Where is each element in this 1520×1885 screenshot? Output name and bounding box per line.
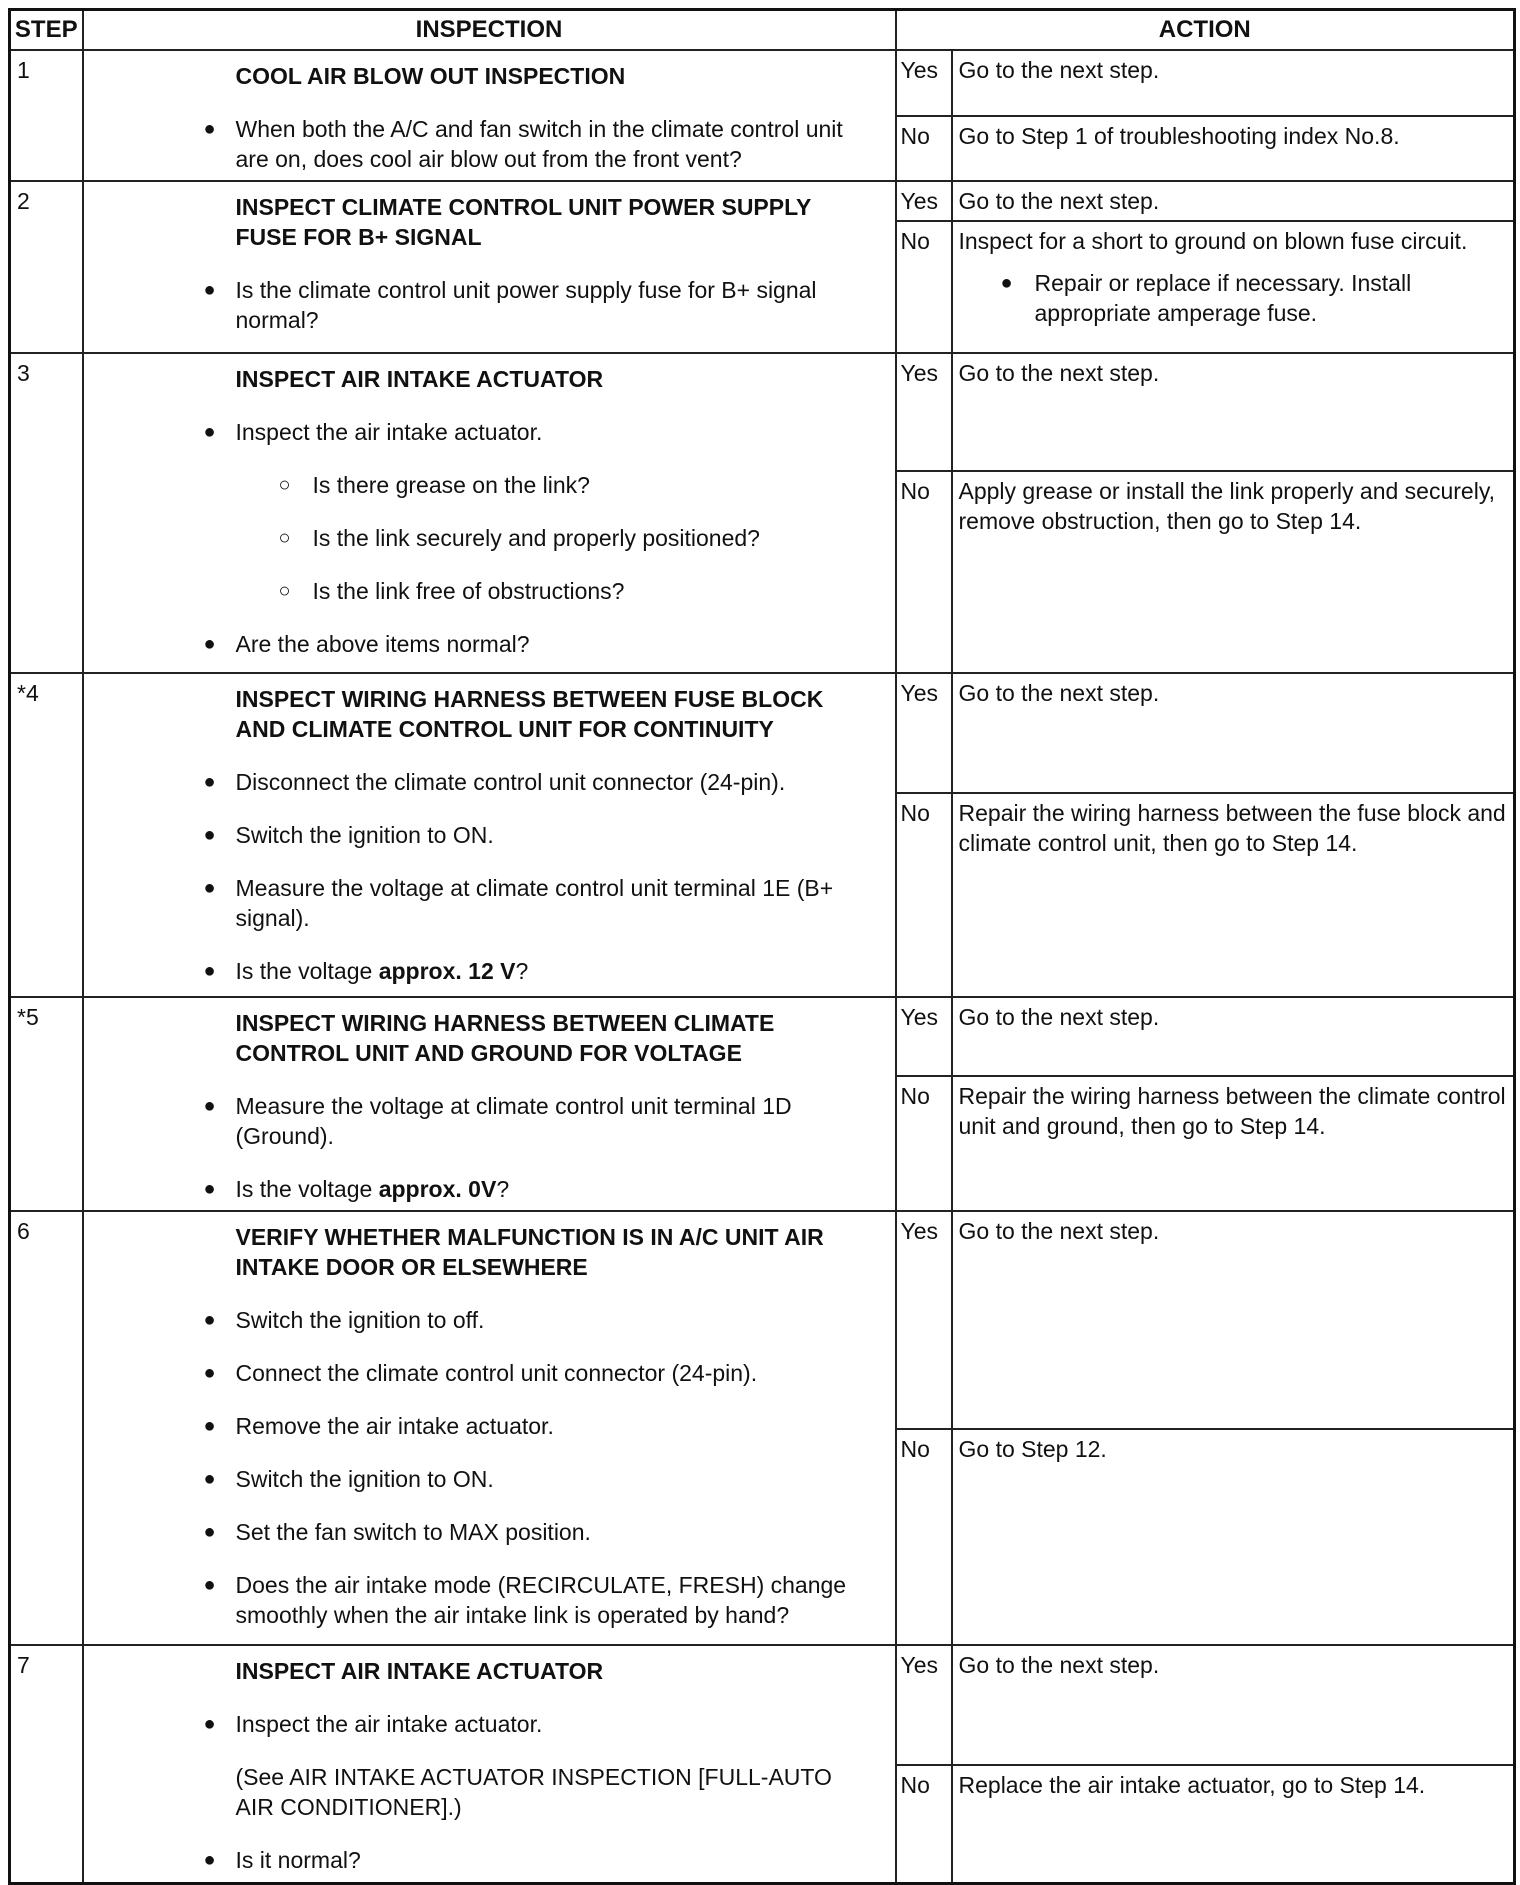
bullet-item: ● Disconnect the climate control unit connector (24-pin). [84,767,855,797]
step-title: INSPECT AIR INTAKE ACTUATOR [235,366,604,392]
no-action: Repair the wiring harness between the fuse block and climate control unit, then go to Step 14. [952,793,1515,997]
inspection-cell [83,1211,896,1645]
yes-label: Yes [896,50,952,116]
step-number: *4 [10,673,83,997]
no-label: No [896,116,952,182]
table-row [10,181,1515,221]
table-row [10,353,1515,471]
no-action: Repair the wiring harness between the climate control unit and ground, then go to Step 14. [952,1076,1515,1211]
inspection-cell [83,353,896,673]
troubleshooting-document [8,8,1513,1873]
spec-value: approx. 0V [378,1176,497,1202]
inspection-cell [83,50,896,181]
step-title: COOL AIR BLOW OUT INSPECTION [235,63,626,89]
troubleshooting-table [8,8,1516,1885]
bullet-item: ● Switch the ignition to off. [84,1305,855,1335]
step-number: 6 [10,1211,83,1645]
table-row [10,673,1515,793]
step-number: 2 [10,181,83,353]
step-title: VERIFY WHETHER MALFUNCTION IS IN A/C UNIT AIR INTAKE DOOR OR ELSEWHERE [235,1224,824,1280]
inspection-cell [83,1645,896,1883]
step-title: INSPECT WIRING HARNESS BETWEEN CLIMATE CONTROL UNIT AND GROUND FOR VOLTAGE [235,1010,775,1066]
reference-note: (See AIR INTAKE ACTUATOR INSPECTION [FULL-AUTO AIR CONDITIONER].) [235,1764,832,1820]
step-title: INSPECT CLIMATE CONTROL UNIT POWER SUPPLY FUSE FOR B+ SIGNAL [235,194,811,250]
yes-label: Yes [896,1645,952,1765]
yes-action: Go to the next step. [952,673,1515,793]
bullet-item: ● Is the climate control unit power supply fuse for B+ signal normal? [84,275,855,335]
header-step: STEP [10,10,83,51]
bullet-item: ● Switch the ignition to ON. [84,820,855,850]
bullet-item [84,956,855,986]
bullet-item: ● Switch the ignition to ON. [84,1464,855,1494]
bullet-item: ● Is it normal? [84,1845,855,1875]
step-number: 7 [10,1645,83,1883]
yes-label: Yes [896,673,952,793]
no-label: No [896,471,952,673]
step-number: 3 [10,353,83,673]
step-number: 1 [10,50,83,181]
bullet-item: ● Are the above items normal? [84,629,855,659]
no-label: No [896,1076,952,1211]
sub-bullet-item: ○ Is there grease on the link? [84,470,855,500]
header-inspection: INSPECTION [83,10,896,51]
bullet-item: ● Does the air intake mode (RECIRCULATE, FRESH) change smoothly when the air intake link is operated by hand? [84,1570,855,1630]
spec-value: approx. 12 V [378,958,516,984]
yes-label: Yes [896,997,952,1076]
table-row [10,50,1515,116]
action-bullet: ● Repair or replace if necessary. Install appropriate amperage fuse. [959,268,1508,328]
no-action: Replace the air intake actuator, go to Step 14. [952,1765,1515,1883]
bullet-item: ● Remove the air intake actuator. [84,1411,855,1441]
table-row [10,1645,1515,1765]
yes-action: Go to the next step. [952,997,1515,1076]
sub-bullet-item: ○ Is the link securely and properly positioned? [84,523,855,553]
yes-action: Go to the next step. [952,1645,1515,1765]
bullet-item: ● Measure the voltage at climate control unit terminal 1D (Ground). [84,1091,855,1151]
no-label: No [896,221,952,353]
step-number: *5 [10,997,83,1211]
yes-action: Go to the next step. [952,1211,1515,1429]
yes-action: Go to the next step. [952,353,1515,471]
step-title: INSPECT WIRING HARNESS BETWEEN FUSE BLOCK AND CLIMATE CONTROL UNIT FOR CONTINUITY [235,686,824,742]
no-label: No [896,1429,952,1645]
yes-action: Go to the next step. [952,50,1515,116]
header-action: ACTION [896,10,1515,51]
bullet-suffix: ? [496,1176,510,1202]
no-action: Apply grease or install the link properly and securely, remove obstruction, then go to Step 14. [952,471,1515,673]
table-row [10,1211,1515,1429]
inspection-cell [83,181,896,353]
step-title: INSPECT AIR INTAKE ACTUATOR [235,1658,604,1684]
inspection-cell [83,673,896,997]
no-label: No [896,1765,952,1883]
sub-bullet-item: ○ Is the link free of obstructions? [84,576,855,606]
bullet-item: ● Connect the climate control unit connector (24-pin). [84,1358,855,1388]
table-row [10,997,1515,1076]
bullet-prefix: Is the voltage [235,958,379,984]
no-action: Go to Step 12. [952,1429,1515,1645]
bullet-item: ● Inspect the air intake actuator. [84,417,855,447]
no-action: Inspect for a short to ground on blown fuse circuit. [958,228,1468,254]
bullet-item: ● When both the A/C and fan switch in the climate control unit are on, does cool air blow out from the front vent? [84,114,855,174]
bullet-item: ● Measure the voltage at climate control unit terminal 1E (B+ signal). [84,873,855,933]
yes-label: Yes [896,353,952,471]
bullet-prefix: Is the voltage [235,1176,379,1202]
inspection-cell [83,997,896,1211]
bullet-suffix: ? [515,958,529,984]
header-row [10,10,1515,51]
no-action-cell [952,221,1515,353]
bullet-item: ● Set the fan switch to MAX position. [84,1517,855,1547]
yes-label: Yes [896,181,952,221]
no-action: Go to Step 1 of troubleshooting index No.8. [952,116,1515,182]
yes-action: Go to the next step. [952,181,1515,221]
yes-label: Yes [896,1211,952,1429]
bullet-item [84,1174,855,1204]
no-label: No [896,793,952,997]
bullet-item: ● Inspect the air intake actuator. [84,1709,855,1739]
